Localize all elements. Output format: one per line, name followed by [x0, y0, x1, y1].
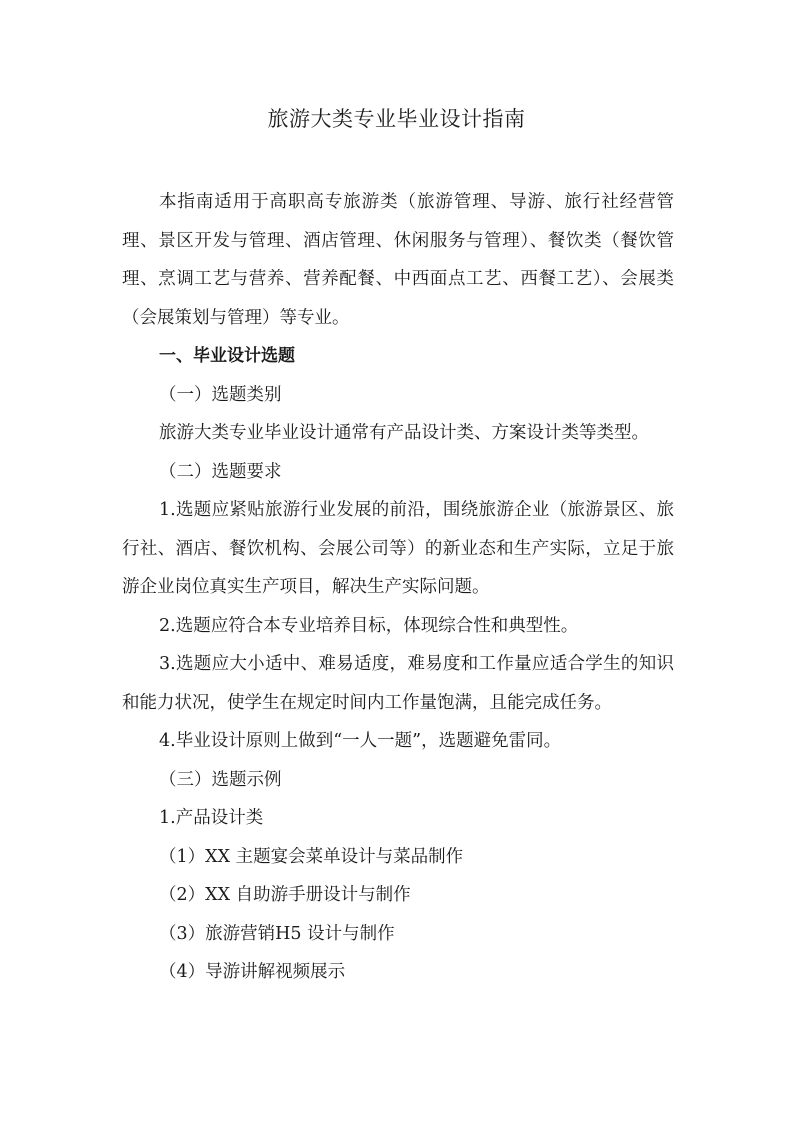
document-title: 旅游大类专业毕业设计指南 [267, 107, 526, 131]
subsection-heading: （二）选题要求 [159, 461, 282, 482]
section-heading: 一、毕业设计选题 [159, 346, 295, 366]
requirement-item: 3.选题应大小适中、难易适度，难易度和工作量应适合学生的知识和能力状况，使学生在规定时间内工作量饱满，且能完成任务。 [122, 654, 674, 713]
requirement-item: 1.选题应紧贴旅游行业发展的前沿，围绕旅游企业（旅游景区、旅行社、酒店、餐饮机构、会展公司等）的新业态和生产实际，立足于旅游企业岗位真实生产项目，解决生产实际问题。 [122, 500, 674, 597]
requirement-item: 2.选题应符合本专业培养目标，体现综合性和典型性。 [159, 615, 579, 636]
example-item: （2）XX 自助游手册设计与制作 [159, 885, 411, 905]
requirement-item: 4.毕业设计原则上做到“一人一题”，选题避免雷同。 [159, 731, 562, 751]
intro-paragraph: 本指南适用于高职高专旅游类（旅游管理、导游、旅行社经营管理、景区开发与管理、酒店管理、休闲服务与管理）、餐饮类（餐饮管理、烹调工艺与营养、营养配餐、中西面点工艺、西餐工艺）、会展类（会展策划与管理）等专业。 [122, 192, 674, 328]
example-item: （4）导游讲解视频展示 [159, 962, 346, 982]
document-body [122, 183, 674, 992]
subsection-heading: （三）选题示例 [159, 769, 282, 790]
example-category: 1.产品设计类 [159, 808, 264, 828]
example-item: （1）XX 主题宴会菜单设计与菜品制作 [159, 846, 464, 867]
subsection-heading: （一）选题类别 [159, 384, 282, 405]
example-item: （3）旅游营销H5 设计与制作 [159, 923, 395, 944]
paragraph: 旅游大类专业毕业设计通常有产品设计类、方案设计类等类型。 [159, 423, 649, 443]
